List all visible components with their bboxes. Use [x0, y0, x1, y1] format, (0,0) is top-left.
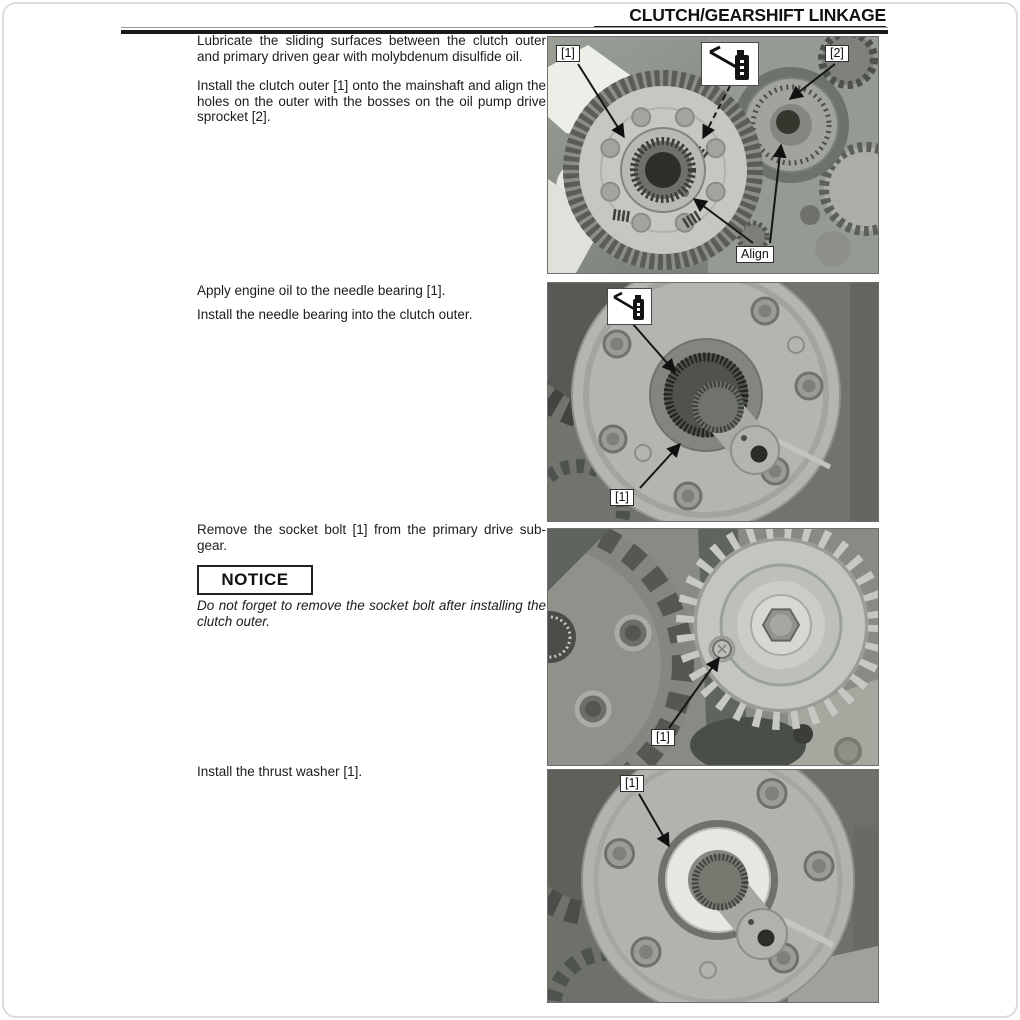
photo4-image: [548, 770, 878, 1002]
step-install-thrust-washer-text: Install the thrust washer [1].: [197, 764, 363, 779]
photo-socket-bolt: [548, 529, 878, 765]
step-apply-oil-text: Apply engine oil to the needle bearing [1].: [197, 283, 446, 298]
step-lubricate-text: Lubricate the sliding surfaces between the clutch outer and primary driven gear with molybdenum disulfide oil.: [197, 33, 546, 64]
callout-align: Align: [736, 246, 774, 263]
callout-2: [2]: [825, 45, 849, 62]
page-title: CLUTCH/GEARSHIFT LINKAGE: [629, 5, 886, 25]
callout-1: [1]: [620, 775, 644, 792]
header-rule-faint: [121, 27, 888, 28]
oil-can-icon: [607, 288, 652, 325]
step-install-clutch-outer-text: Install the clutch outer [1] onto the mainshaft and align the holes on the outer with the bosses on the oil pump drive sprocket [2].: [197, 78, 546, 125]
callout-1: [1]: [651, 729, 675, 746]
callout-1: [1]: [610, 489, 634, 506]
notice-title: NOTICE: [221, 570, 289, 589]
oil-can-icon: [701, 42, 759, 86]
photo2-image: [548, 283, 878, 521]
clutch-plates: [850, 283, 878, 521]
step-install-bearing-text: Install the needle bearing into the clutch outer.: [197, 307, 473, 322]
clutch-outer-gear: [563, 70, 763, 270]
photo-needle-bearing: [548, 283, 878, 521]
socket-bolt: [710, 637, 734, 661]
callout-1: [1]: [556, 45, 580, 62]
mainshaft-hole: [645, 152, 681, 188]
notice-body: Do not forget to remove the socket bolt after installing the clutch outer.: [197, 598, 546, 629]
notice-box: [197, 565, 313, 595]
photo-clutch-outer-install: [548, 37, 878, 273]
photo3-image: [548, 529, 878, 765]
step-remove-socket-bolt-text: Remove the socket bolt [1] from the primary drive sub-gear.: [197, 522, 546, 553]
photo-thrust-washer: [548, 770, 878, 1002]
